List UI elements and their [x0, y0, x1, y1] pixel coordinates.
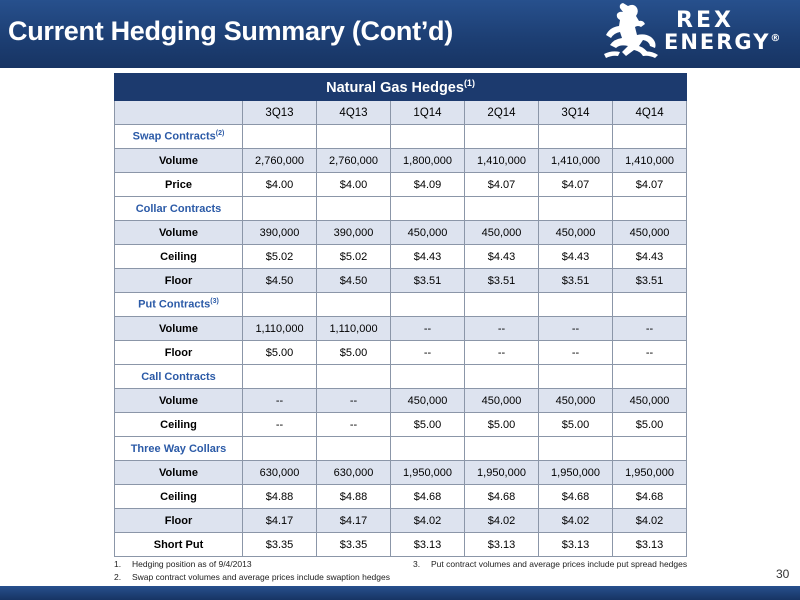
slide-title: Current Hedging Summary (Cont’d) — [8, 16, 453, 46]
row-label: Volume — [115, 389, 243, 413]
section-empty-cell — [465, 293, 539, 317]
value-cell: $3.51 — [465, 269, 539, 293]
section-empty-cell — [539, 365, 613, 389]
section-empty-cell — [613, 125, 687, 149]
value-cell: $3.35 — [317, 533, 391, 557]
value-cell: -- — [391, 317, 465, 341]
section-empty-cell — [539, 437, 613, 461]
value-cell: $4.02 — [391, 509, 465, 533]
section-label — [115, 125, 243, 149]
value-cell: $4.50 — [243, 269, 317, 293]
section-row — [115, 437, 687, 461]
page-number: 30 — [776, 567, 790, 581]
value-cell: 1,110,000 — [243, 317, 317, 341]
column-header-blank — [115, 101, 243, 125]
rex-energy-logo — [598, 2, 798, 64]
value-cell: -- — [613, 341, 687, 365]
table-title — [115, 74, 687, 101]
value-cell: 450,000 — [613, 389, 687, 413]
value-cell: $3.13 — [465, 533, 539, 557]
value-cell: 1,110,000 — [317, 317, 391, 341]
table-row — [115, 341, 687, 365]
value-cell: $4.02 — [465, 509, 539, 533]
section-name: Call Contracts — [141, 370, 216, 383]
value-cell: 1,410,000 — [539, 149, 613, 173]
value-cell: 1,800,000 — [391, 149, 465, 173]
section-empty-cell — [391, 365, 465, 389]
section-empty-cell — [465, 365, 539, 389]
value-cell: $4.09 — [391, 173, 465, 197]
section-row — [115, 197, 687, 221]
value-cell: $3.13 — [613, 533, 687, 557]
value-cell: $5.02 — [317, 245, 391, 269]
table-row — [115, 413, 687, 437]
value-cell: $3.51 — [539, 269, 613, 293]
section-empty-cell — [391, 197, 465, 221]
section-empty-cell — [465, 197, 539, 221]
value-cell: $3.35 — [243, 533, 317, 557]
footnote-1-number: 1. — [114, 559, 122, 569]
section-empty-cell — [317, 197, 391, 221]
value-cell: $4.43 — [539, 245, 613, 269]
footnote-3-text: Put contract volumes and average prices include put spread hedges — [431, 559, 688, 569]
value-cell: -- — [465, 341, 539, 365]
value-cell: 630,000 — [243, 461, 317, 485]
section-empty-cell — [613, 365, 687, 389]
value-cell: -- — [539, 317, 613, 341]
section-name: Collar Contracts — [135, 202, 222, 215]
footnote-2 — [114, 572, 390, 582]
value-cell: $5.00 — [465, 413, 539, 437]
column-header-row — [115, 101, 687, 125]
row-label: Floor — [115, 341, 243, 365]
section-name: Put Contracts — [138, 298, 211, 311]
value-cell: -- — [613, 317, 687, 341]
footnote-3 — [413, 559, 687, 569]
slide-header — [0, 0, 800, 68]
section-empty-cell — [243, 365, 317, 389]
section-label — [115, 197, 243, 221]
table-row — [115, 245, 687, 269]
value-cell: 450,000 — [539, 389, 613, 413]
table-row — [115, 533, 687, 557]
value-cell: 2,760,000 — [243, 149, 317, 173]
value-cell: -- — [465, 317, 539, 341]
section-name: Three Way Collars — [130, 442, 227, 455]
value-cell: $3.51 — [613, 269, 687, 293]
table-row — [115, 509, 687, 533]
logo-text-rex: REX — [676, 8, 734, 33]
section-empty-cell — [243, 437, 317, 461]
value-cell: $4.68 — [539, 485, 613, 509]
value-cell: $4.68 — [465, 485, 539, 509]
value-cell: $3.13 — [539, 533, 613, 557]
table-row — [115, 221, 687, 245]
section-empty-cell — [539, 125, 613, 149]
section-empty-cell — [243, 125, 317, 149]
row-label: Volume — [115, 149, 243, 173]
value-cell: -- — [391, 341, 465, 365]
section-row — [115, 365, 687, 389]
value-cell: $5.02 — [243, 245, 317, 269]
value-cell: $4.88 — [243, 485, 317, 509]
value-cell: 450,000 — [465, 221, 539, 245]
value-cell: 450,000 — [465, 389, 539, 413]
value-cell: 390,000 — [317, 221, 391, 245]
value-cell: $4.02 — [539, 509, 613, 533]
row-label: Price — [115, 173, 243, 197]
section-label — [115, 365, 243, 389]
value-cell: $4.50 — [317, 269, 391, 293]
value-cell: 450,000 — [613, 221, 687, 245]
section-empty-cell — [539, 197, 613, 221]
section-empty-cell — [317, 437, 391, 461]
value-cell: $5.00 — [613, 413, 687, 437]
section-empty-cell — [317, 365, 391, 389]
value-cell: $4.68 — [391, 485, 465, 509]
section-note: (3) — [210, 298, 219, 306]
section-empty-cell — [465, 437, 539, 461]
value-cell: 2,760,000 — [317, 149, 391, 173]
hedges-table-container — [114, 73, 686, 557]
value-cell: 450,000 — [539, 221, 613, 245]
value-cell: $4.68 — [613, 485, 687, 509]
value-cell: 1,410,000 — [465, 149, 539, 173]
table-row — [115, 461, 687, 485]
table-row — [115, 269, 687, 293]
row-label: Floor — [115, 269, 243, 293]
section-note: (2) — [215, 130, 225, 138]
value-cell: $3.13 — [391, 533, 465, 557]
footer-bar — [0, 586, 800, 600]
section-empty-cell — [243, 197, 317, 221]
section-empty-cell — [391, 293, 465, 317]
logo-registered-mark: ® — [770, 33, 783, 44]
table-row — [115, 485, 687, 509]
column-header-4q14: 4Q14 — [613, 101, 687, 125]
column-header-3q13: 3Q13 — [243, 101, 317, 125]
row-label: Volume — [115, 317, 243, 341]
section-empty-cell — [243, 293, 317, 317]
column-header-3q14: 3Q14 — [539, 101, 613, 125]
value-cell: 1,410,000 — [613, 149, 687, 173]
value-cell: 1,950,000 — [539, 461, 613, 485]
value-cell: 1,950,000 — [391, 461, 465, 485]
value-cell: $4.88 — [317, 485, 391, 509]
value-cell: -- — [317, 389, 391, 413]
section-empty-cell — [613, 293, 687, 317]
natural-gas-hedges-table — [114, 73, 687, 557]
value-cell: $5.00 — [391, 413, 465, 437]
value-cell: 630,000 — [317, 461, 391, 485]
value-cell: $4.07 — [539, 173, 613, 197]
row-label: Ceiling — [115, 245, 243, 269]
column-header-2q14: 2Q14 — [465, 101, 539, 125]
footnote-2-number: 2. — [114, 572, 122, 582]
row-label: Ceiling — [115, 413, 243, 437]
value-cell: $4.00 — [243, 173, 317, 197]
value-cell: 1,950,000 — [613, 461, 687, 485]
table-row — [115, 389, 687, 413]
value-cell: $4.00 — [317, 173, 391, 197]
value-cell: -- — [539, 341, 613, 365]
section-empty-cell — [317, 125, 391, 149]
value-cell: 1,950,000 — [465, 461, 539, 485]
value-cell: $4.43 — [465, 245, 539, 269]
section-empty-cell — [465, 125, 539, 149]
value-cell: 450,000 — [391, 221, 465, 245]
table-row — [115, 173, 687, 197]
table-row — [115, 317, 687, 341]
value-cell: $4.17 — [243, 509, 317, 533]
value-cell: $4.17 — [317, 509, 391, 533]
row-label: Short Put — [115, 533, 243, 557]
row-label: Volume — [115, 221, 243, 245]
section-empty-cell — [317, 293, 391, 317]
section-empty-cell — [391, 437, 465, 461]
column-header-1q14: 1Q14 — [391, 101, 465, 125]
section-row — [115, 293, 687, 317]
section-label — [115, 437, 243, 461]
row-label: Ceiling — [115, 485, 243, 509]
footnote-1-text: Hedging position as of 9/4/2013 — [132, 559, 252, 569]
value-cell: -- — [243, 389, 317, 413]
value-cell: $5.00 — [317, 341, 391, 365]
logo-energy-word: ENERGY — [664, 30, 771, 54]
column-header-4q13: 4Q13 — [317, 101, 391, 125]
value-cell: $4.43 — [613, 245, 687, 269]
value-cell: $4.43 — [391, 245, 465, 269]
row-label: Floor — [115, 509, 243, 533]
value-cell: 390,000 — [243, 221, 317, 245]
value-cell: $3.51 — [391, 269, 465, 293]
table-title-text: Natural Gas Hedges — [326, 79, 464, 96]
value-cell: -- — [317, 413, 391, 437]
row-label: Volume — [115, 461, 243, 485]
table-body — [115, 125, 687, 557]
bull-rider-logo-icon — [598, 2, 668, 64]
section-label — [115, 293, 243, 317]
footnote-1 — [114, 559, 252, 569]
logo-text-energy — [664, 30, 782, 54]
table-row — [115, 149, 687, 173]
section-row — [115, 125, 687, 149]
section-empty-cell — [539, 293, 613, 317]
value-cell: $4.07 — [465, 173, 539, 197]
section-empty-cell — [391, 125, 465, 149]
value-cell: $4.02 — [613, 509, 687, 533]
footnote-2-text: Swap contract volumes and average prices include swaption hedges — [132, 572, 390, 582]
value-cell: $5.00 — [539, 413, 613, 437]
value-cell: -- — [243, 413, 317, 437]
section-name: Swap Contracts — [132, 130, 216, 143]
section-empty-cell — [613, 197, 687, 221]
section-empty-cell — [613, 437, 687, 461]
value-cell: $4.07 — [613, 173, 687, 197]
table-title-note: (1) — [463, 78, 475, 89]
footnote-3-number: 3. — [413, 559, 421, 569]
value-cell: 450,000 — [391, 389, 465, 413]
value-cell: $5.00 — [243, 341, 317, 365]
